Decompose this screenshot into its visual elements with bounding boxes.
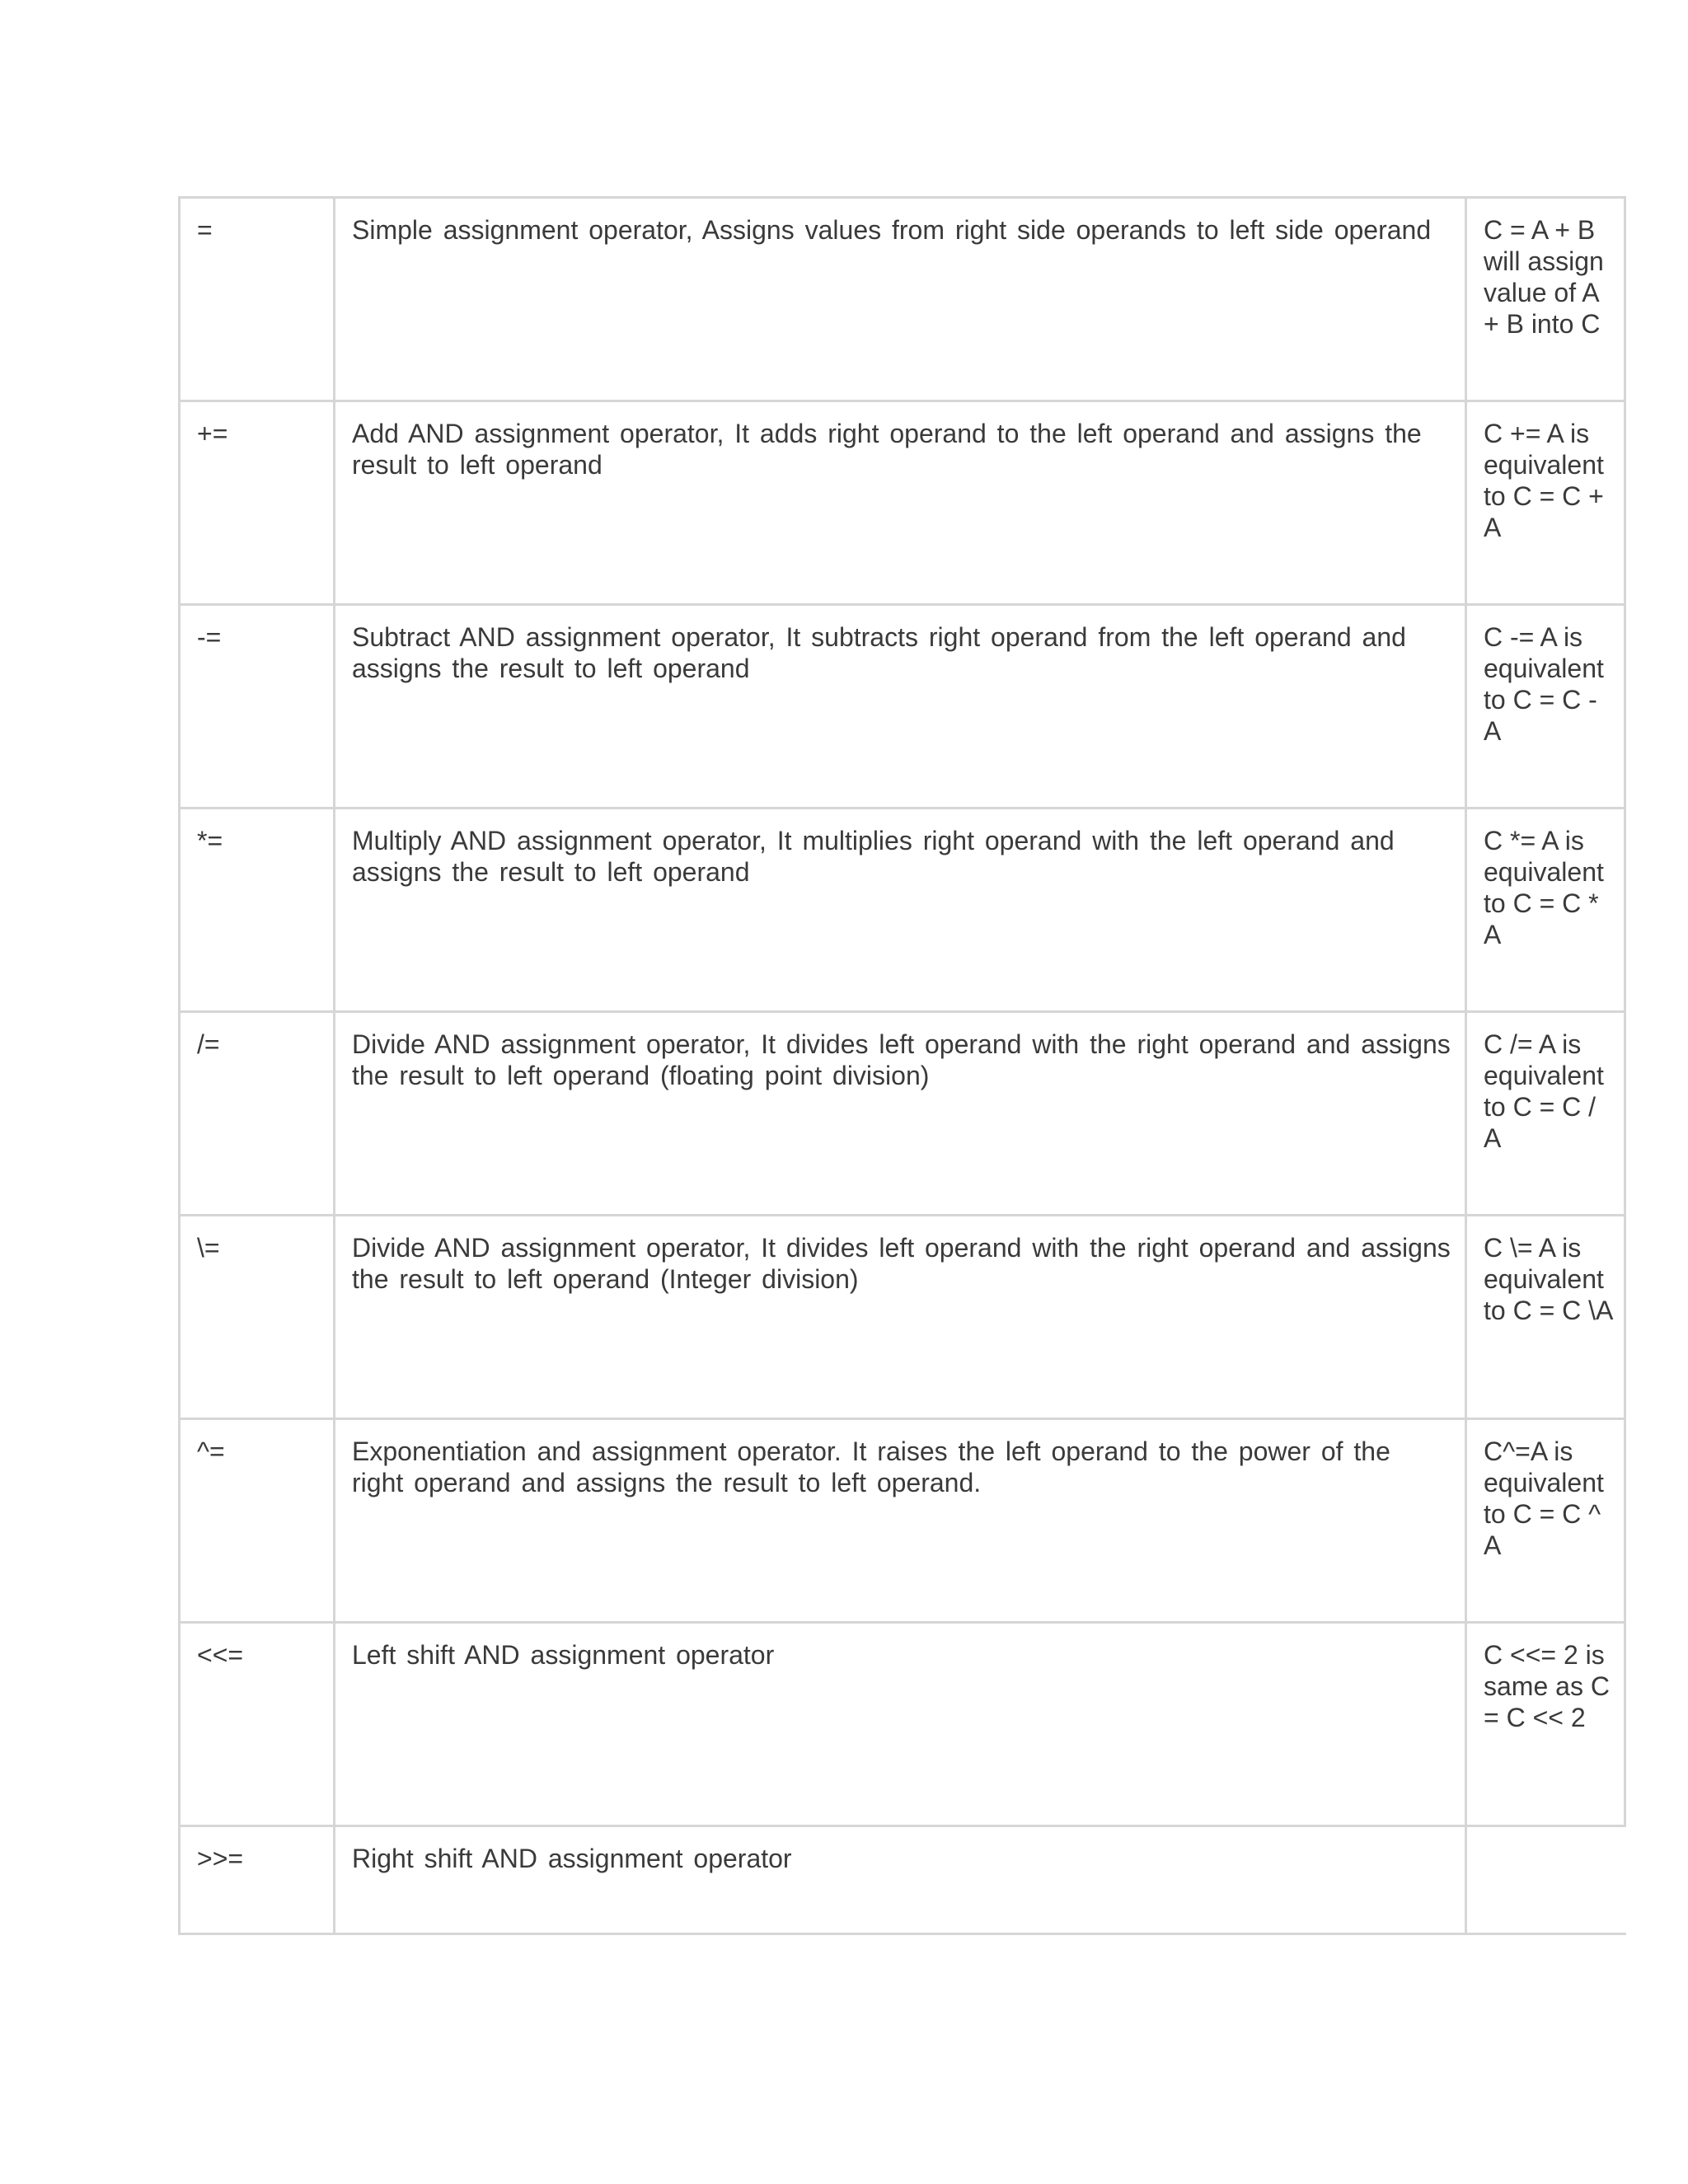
table-row — [178, 1418, 1626, 1621]
description-cell: Left shift AND assignment operator — [333, 1624, 1467, 1825]
table-row — [178, 196, 1626, 400]
table-row — [178, 603, 1626, 807]
table-row — [178, 1010, 1626, 1214]
description-cell: Right shift AND assignment operator — [333, 1827, 1467, 1933]
example-cell: C <<= 2 is same as C = C << 2 — [1465, 1624, 1626, 1825]
operator-cell: /= — [178, 1013, 335, 1214]
operator-cell: += — [178, 402, 335, 603]
table-row — [178, 400, 1626, 603]
example-cell: C /= A is equivalent to C = C / A — [1465, 1013, 1626, 1214]
description-cell: Exponentiation and assignment operator. It raises the left operand to the power of the right operand and assigns the result to left operand. — [333, 1420, 1467, 1621]
operator-cell: = — [178, 199, 335, 400]
example-cell: C = A + B will assign value of A + B into C — [1465, 199, 1626, 400]
example-cell: C \= A is equivalent to C = C \A — [1465, 1216, 1626, 1418]
table-row — [178, 1621, 1626, 1825]
operator-table — [178, 196, 1626, 1935]
table-row — [178, 807, 1626, 1010]
table-row — [178, 1214, 1626, 1418]
description-cell: Divide AND assignment operator, It divides left operand with the right operand and assigns the result to left operand (floating point division) — [333, 1013, 1467, 1214]
description-cell: Simple assignment operator, Assigns values from right side operands to left side operand — [333, 199, 1467, 400]
example-cell: C^=A is equivalent to C = C ^ A — [1465, 1420, 1626, 1621]
description-cell: Add AND assignment operator, It adds right operand to the left operand and assigns the result to left operand — [333, 402, 1467, 603]
operator-cell: <<= — [178, 1624, 335, 1825]
table-row — [178, 1825, 1626, 1935]
description-cell: Divide AND assignment operator, It divides left operand with the right operand and assigns the result to left operand (Integer division) — [333, 1216, 1467, 1418]
operator-cell: >>= — [178, 1827, 335, 1933]
operator-cell: -= — [178, 606, 335, 807]
operator-cell: \= — [178, 1216, 335, 1418]
example-cell: C -= A is equivalent to C = C - A — [1465, 606, 1626, 807]
example-cell — [1465, 1827, 1626, 1933]
operator-cell: *= — [178, 809, 335, 1010]
operator-cell: ^= — [178, 1420, 335, 1621]
description-cell: Subtract AND assignment operator, It subtracts right operand from the left operand and assigns the result to left operand — [333, 606, 1467, 807]
description-cell: Multiply AND assignment operator, It multiplies right operand with the left operand and assigns the result to left operand — [333, 809, 1467, 1010]
example-cell: C += A is equivalent to C = C + A — [1465, 402, 1626, 603]
example-cell: C *= A is equivalent to C = C * A — [1465, 809, 1626, 1010]
